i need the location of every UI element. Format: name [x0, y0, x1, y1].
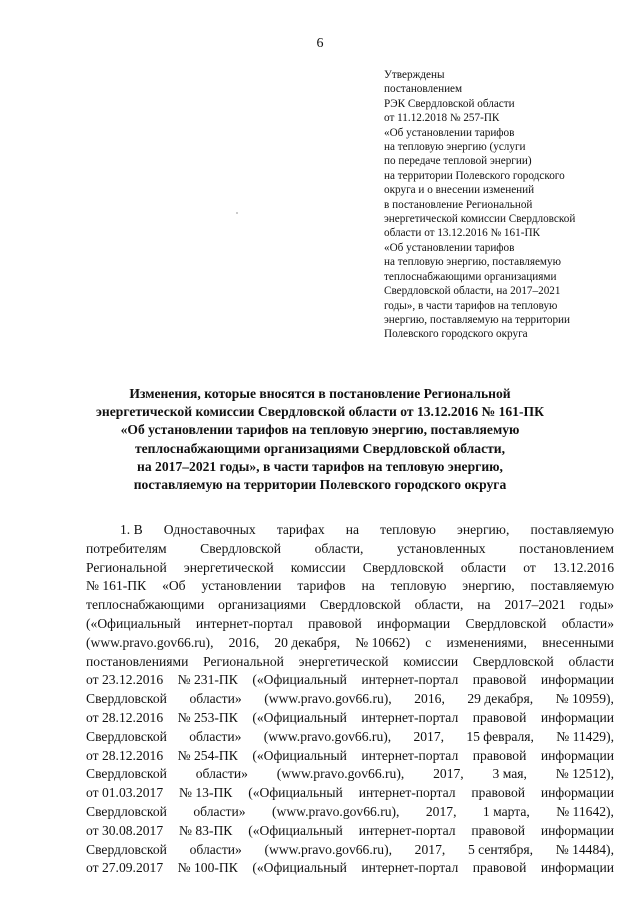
word: тепловую [390, 578, 447, 594]
paragraph-line [86, 728, 614, 747]
document-heading [70, 385, 570, 494]
word: № 12512), [555, 766, 614, 782]
word: Свердловской [86, 841, 167, 857]
word: области» [189, 691, 242, 707]
word: на [477, 597, 491, 613]
paragraph-line [86, 671, 614, 690]
word: правовой [472, 709, 527, 725]
word: интернет-портал [195, 615, 293, 631]
word: № 161-ПК [86, 578, 147, 594]
word: интернет-портал [361, 747, 459, 763]
word: 29 декабря, [467, 691, 534, 707]
word: комиссии [403, 653, 459, 669]
word: («Официальный [252, 860, 347, 876]
word: (www.pravo.gov66.ru), [86, 634, 214, 650]
word: информации [540, 672, 614, 688]
word: № 11642), [556, 803, 614, 819]
word: 2017, [433, 766, 464, 782]
word: 20 декабря, [274, 634, 341, 650]
paragraph-line [86, 765, 614, 784]
paragraph-line [86, 690, 614, 709]
word: Свердловской [86, 766, 167, 782]
heading-line: на 2017–2021 годы», в части тарифов на тепловую энергию, [137, 458, 503, 474]
paragraph-line [86, 634, 614, 653]
word: интернет-портал [361, 709, 459, 725]
word: Свердловской [86, 691, 167, 707]
word: «Об [162, 578, 186, 594]
paragraph-line [86, 521, 614, 540]
word: 3 мая, [492, 766, 527, 782]
word: интернет-портал [361, 672, 459, 688]
scan-speck [236, 212, 238, 214]
approval-line: в постановление Региональной [384, 198, 533, 211]
word: 2016, [228, 634, 260, 650]
word: постановлением [519, 540, 614, 556]
word: (www.pravo.gov66.ru), [276, 766, 405, 782]
paragraph-line [86, 653, 614, 672]
heading-line: теплоснабжающими организациями Свердловской области, [134, 440, 506, 456]
approval-block [384, 68, 624, 342]
word: организациями [218, 597, 306, 613]
approval-line: Полевского городского округа [384, 328, 528, 341]
word: информации [540, 860, 614, 876]
word: области [460, 559, 507, 575]
word: Свердловской [200, 540, 282, 556]
approval-line: на территории Полевского городского [384, 169, 565, 182]
word: № 13-ПК [179, 785, 233, 801]
word: Свердловской [86, 803, 167, 819]
word: 2017, [414, 841, 446, 857]
word: 2017, [413, 728, 445, 744]
word: правовой [308, 615, 362, 631]
word: 2016, [414, 691, 445, 707]
word: тарифов [297, 578, 346, 594]
word: энергию, [457, 522, 510, 537]
approval-line: от 11.12.2018 № 257-ПК [384, 112, 500, 125]
heading-line: Изменения, которые вносятся в постановление Региональной [129, 386, 511, 401]
word: («Официальный [252, 709, 347, 725]
word: области» [195, 766, 248, 782]
word: тепловую [380, 522, 436, 537]
word: внесенными [542, 634, 614, 650]
approval-line: «Об установлении тарифов [384, 241, 515, 254]
word: информации [377, 615, 451, 631]
word: правовой [471, 822, 526, 838]
approval-line: на тепловую энергию (услуги [384, 141, 526, 154]
word: Свердловской [86, 728, 167, 744]
word: Одноставочных [163, 522, 256, 537]
word: информации [540, 709, 614, 725]
approval-line: энергетической комиссии Свердловской [384, 213, 576, 226]
word: теплоснабжающими [86, 597, 205, 613]
paragraph-line [86, 559, 614, 578]
heading-line: поставляемую на территории Полевского городского округа [133, 477, 507, 493]
word: (www.pravo.gov66.ru), [264, 691, 392, 707]
word: (www.pravo.gov66.ru), [271, 803, 400, 819]
word: («Официальный [248, 785, 343, 801]
word: изменениями, [446, 634, 527, 650]
word: («Официальный [248, 822, 343, 838]
word: области, [314, 540, 364, 556]
word: интернет-портал [358, 785, 456, 801]
word: № 83-ПК [179, 822, 233, 838]
word: Свердловской [465, 615, 547, 631]
word: области, [414, 597, 464, 613]
paragraph-line [86, 615, 614, 634]
word: № 254-ПК [177, 747, 238, 763]
word: 2017, [425, 803, 457, 819]
paragraph-line [86, 803, 614, 822]
word: тарифах [276, 522, 325, 537]
word: 13.12.2016 [552, 559, 614, 575]
word: от 28.12.2016 [86, 747, 164, 763]
approval-line: Свердловской области, на 2017–2021 [384, 285, 561, 298]
approval-line: области от 13.12.2016 № 161-ПК [384, 227, 540, 240]
word: потребителям [86, 540, 167, 556]
word: правовой [472, 860, 527, 876]
paragraph-1 [86, 521, 614, 878]
word: правовой [471, 785, 526, 801]
word: постановлениями [86, 653, 189, 669]
paragraph-line [86, 841, 614, 860]
word: 15 февраля, [466, 728, 534, 744]
word: № 10662) [355, 634, 411, 650]
word: энергетической [183, 559, 274, 575]
word: 1 марта, [482, 803, 530, 819]
word: № 11429), [556, 728, 614, 744]
word: области» [189, 841, 242, 857]
paragraph-line [86, 709, 614, 728]
approval-line: годы», в части тарифов на тепловую [384, 299, 558, 312]
word: информации [540, 785, 614, 801]
word: области [568, 653, 614, 669]
word: установлении [201, 578, 282, 594]
word: от 28.12.2016 [86, 709, 164, 725]
approval-line: постановлением [384, 83, 463, 96]
word: от [523, 559, 536, 575]
word: № 14484), [555, 841, 614, 857]
word: № 100-ПК [177, 860, 238, 876]
word: энергию, [462, 578, 515, 594]
approval-line: энергию, поставляемую на территории [384, 313, 571, 326]
word: («Официальный [252, 672, 347, 688]
heading-line: «Об установлении тарифов на тепловую энергию, поставляемую [120, 422, 520, 438]
approval-line: Утверждены [384, 69, 445, 81]
word: на [345, 522, 360, 537]
word: области» [193, 803, 246, 819]
word: поставляемую [530, 578, 614, 594]
word: комиссии [290, 559, 346, 575]
word: Региональной [203, 653, 284, 669]
paragraph-line [86, 859, 614, 878]
paragraph-line [86, 822, 614, 841]
word: интернет-портал [361, 860, 459, 876]
word: на [361, 578, 375, 594]
word: № 231-ПК [177, 672, 238, 688]
word: правовой [472, 672, 527, 688]
word: Свердловской [472, 653, 554, 669]
word: от 30.08.2017 [86, 822, 164, 838]
word: № 253-ПК [177, 709, 238, 725]
paragraph-line [86, 784, 614, 803]
approval-line: теплоснабжающими организациями [384, 270, 557, 283]
word: поставляемую [530, 522, 614, 537]
heading-line: энергетической комиссии Свердловской области от 13.12.2016 № 161-ПК [96, 404, 544, 420]
word: установленных [396, 540, 486, 556]
word: области» [561, 615, 614, 631]
word: № 10959), [555, 691, 614, 707]
paragraph-line [86, 540, 614, 559]
word: энергетической [298, 653, 389, 669]
approval-line: РЭК Свердловской области [384, 97, 515, 110]
word: («Официальный [86, 615, 181, 631]
paragraph-line [86, 596, 614, 615]
word: информации [540, 747, 614, 763]
word: информации [540, 822, 614, 838]
word: («Официальный [252, 747, 347, 763]
word: от 01.03.2017 [86, 785, 164, 801]
word: 2017–2021 [504, 597, 566, 613]
word: годы» [579, 597, 614, 613]
word: Региональной [86, 559, 167, 575]
word: с [425, 634, 432, 650]
word: (www.pravo.gov66.ru), [264, 841, 392, 857]
word: 5 сентября, [467, 841, 534, 857]
word: от 27.09.2017 [86, 860, 164, 876]
word: Свердловской [319, 597, 401, 613]
word: правовой [472, 747, 527, 763]
word: интернет-портал [358, 822, 456, 838]
approval-line: по передаче тепловой энергии) [384, 155, 532, 168]
word: (www.pravo.gov66.ru), [263, 728, 392, 744]
paragraph-line [86, 747, 614, 766]
paragraph-line [86, 577, 614, 596]
approval-line: «Об установлении тарифов [384, 126, 515, 139]
approval-line: округа и о внесении изменений [384, 184, 535, 197]
word: от 23.12.2016 [86, 672, 164, 688]
word: Свердловской [362, 559, 444, 575]
page-number: 6 [316, 36, 324, 51]
approval-line: на тепловую энергию, поставляемую [384, 256, 561, 269]
word: области» [189, 728, 242, 744]
word: 1. В [120, 522, 143, 537]
